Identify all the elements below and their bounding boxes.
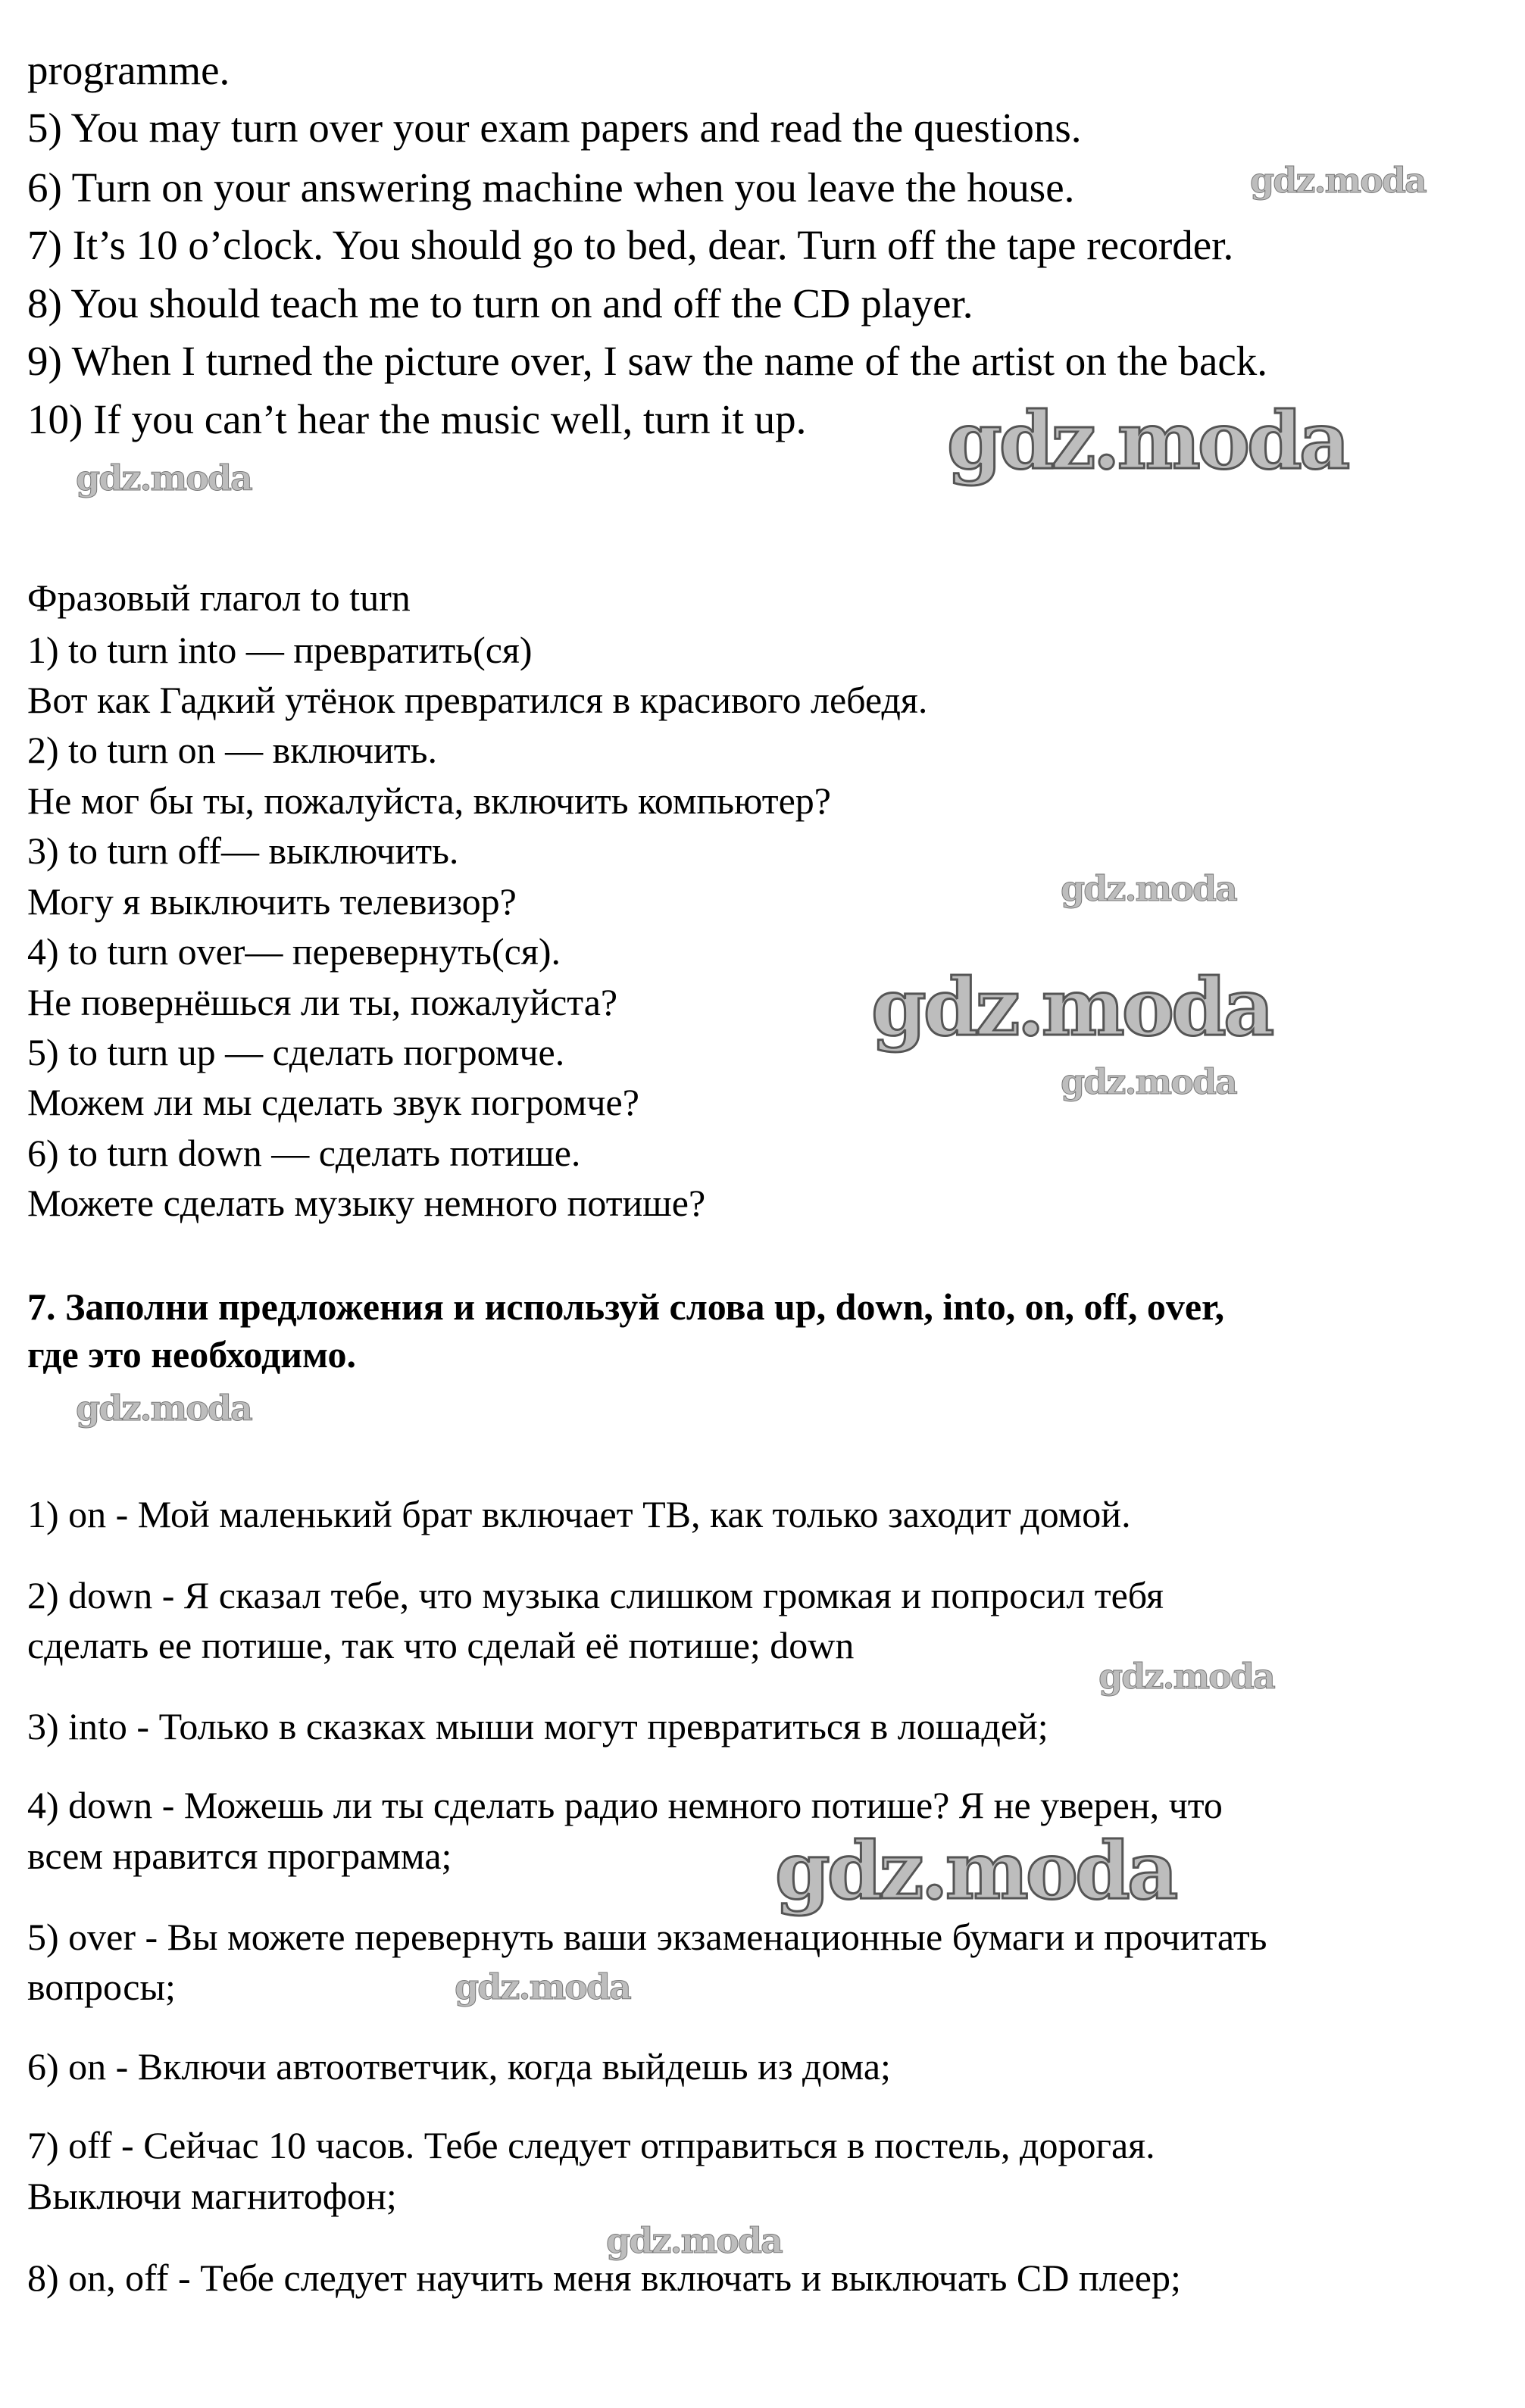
watermark-logo: gdz.moda — [76, 458, 252, 498]
task-answer-line: 4) down - Можешь ли ты сделать радио немного потише? Я не уверен, что — [27, 1784, 1223, 1827]
task-answer-line: 5) over - Вы можете перевернуть ваши экзаменационные бумаги и прочитать — [27, 1915, 1267, 1958]
answer-line: 5) You may turn over your exam papers and read the questions. — [27, 105, 1082, 151]
task-answer-line: 3) into - Только в сказках мыши могут превратиться в лошадей; — [27, 1704, 1048, 1747]
phrasal-verb-line: Вот как Гадкий утёнок превратился в красивого лебедя. — [27, 678, 928, 721]
phrasal-verb-line: 3) to turn off— выключить. — [27, 829, 459, 873]
phrasal-verb-line: Не повернёшься ли ты, пожалуйста? — [27, 980, 618, 1023]
task-answer-line: всем нравится программа; — [27, 1834, 452, 1877]
watermark-logo: gdz.moda — [76, 1388, 252, 1429]
answer-line: 10) If you can’t hear the music well, turn it up. — [27, 395, 807, 442]
answer-line: 7) It’s 10 o’clock. You should go to bed, dear. Turn off the tape recorder. — [27, 222, 1234, 269]
task-answer-line: 1) on - Мой маленький брат включает ТВ, как только заходит домой. — [27, 1492, 1131, 1535]
watermark-logo: gdz.moda — [1250, 160, 1426, 201]
watermark-logo: gdz.moda — [947, 394, 1348, 487]
watermark-logo: gdz.moda — [606, 2220, 782, 2261]
watermark-logo: gdz.moda — [1061, 868, 1236, 909]
task-answer-line: 8) on, off - Тебе следует научить меня включать и выключать CD плеер; — [27, 2257, 1181, 2300]
watermark-logo: gdz.moda — [455, 1966, 630, 2007]
task-heading: 7. Заполни предложения и используй слова up, down, into, on, off, over, — [27, 1285, 1225, 1329]
phrasal-verb-line: 1) to turn into — превратить(ся) — [27, 628, 533, 671]
phrasal-verb-line: 4) to turn over— перевернуть(ся). — [27, 930, 561, 973]
answer-line: 8) You should teach me to turn on and off the CD player. — [27, 280, 973, 326]
task-heading: где это необходимо. — [27, 1332, 356, 1376]
task-answer-line: 2) down - Я сказал тебе, что музыка слишком громкая и попросил тебя — [27, 1573, 1164, 1616]
task-answer-line: 6) on - Включи автоответчик, когда выйдешь из дома; — [27, 2044, 891, 2088]
phrasal-verb-line: 6) to turn down — сделать потише. — [27, 1131, 581, 1174]
watermark-logo: gdz.moda — [871, 960, 1272, 1054]
answer-line: programme. — [27, 46, 230, 93]
watermark-logo: gdz.moda — [1098, 1656, 1274, 1697]
phrasal-verb-line: 5) to turn up — сделать погромче. — [27, 1030, 565, 1073]
phrasal-verb-line: 2) to turn on — включить. — [27, 729, 437, 772]
phrasal-verb-line: Фразовый глагол to turn — [27, 576, 411, 620]
phrasal-verb-line: Можете сделать музыку немного потише? — [27, 1182, 706, 1225]
task-answer-line: 7) off - Сейчас 10 часов. Тебе следует отправиться в постель, дорогая. — [27, 2124, 1155, 2167]
task-answer-line: Выключи магнитофон; — [27, 2174, 397, 2217]
watermark-logo: gdz.moda — [775, 1824, 1176, 1917]
watermark-logo: gdz.moda — [1061, 1061, 1236, 1102]
phrasal-verb-line: Не мог бы ты, пожалуйста, включить компьютер? — [27, 779, 831, 822]
phrasal-verb-line: Могу я выключить телевизор? — [27, 879, 517, 923]
answer-line: 9) When I turned the picture over, I saw the name of the artist on the back. — [27, 338, 1268, 385]
answer-line: 6) Turn on your answering machine when you leave the house. — [27, 164, 1075, 211]
task-answer-line: вопросы; — [27, 1965, 176, 2008]
phrasal-verb-line: Можем ли мы сделать звук погромче? — [27, 1081, 639, 1124]
task-answer-line: сделать ее потише, так что сделай её потише; down — [27, 1624, 855, 1667]
